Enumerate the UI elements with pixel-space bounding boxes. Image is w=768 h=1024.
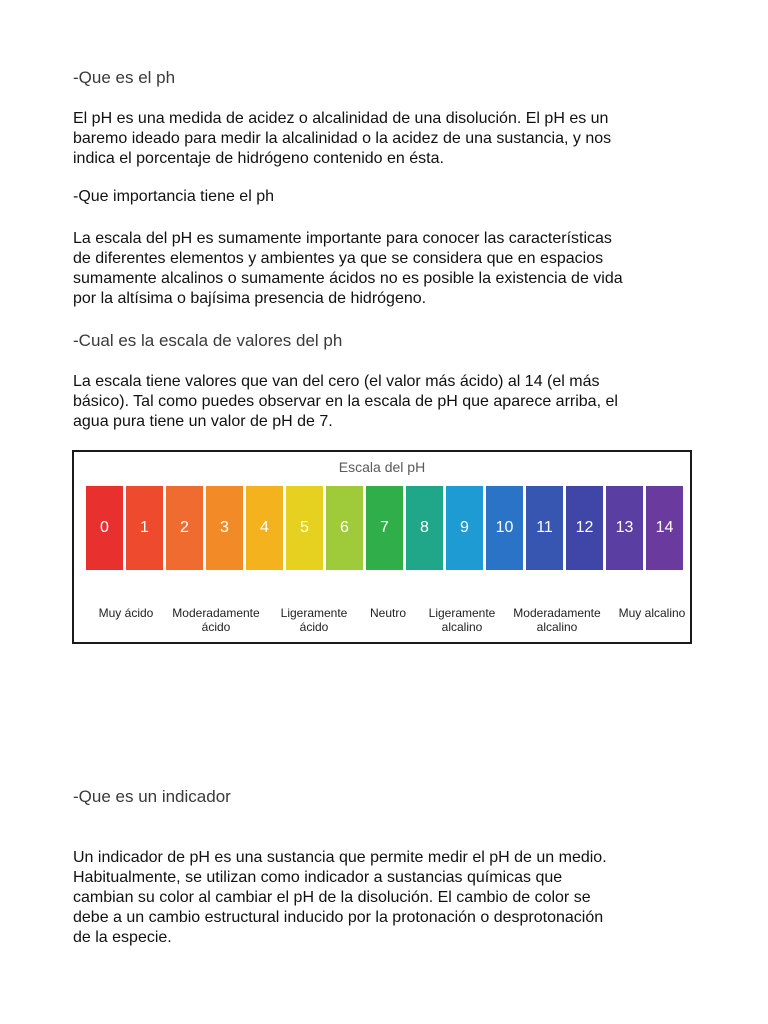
ph-category-line: ácido	[299, 620, 329, 634]
ph-category-line: Muy ácido	[98, 606, 154, 620]
text-line: El pH es una medida de acidez o alcalinidad de una disolución. El pH es un	[73, 110, 609, 127]
ph-bar-11: 11	[526, 486, 563, 570]
ph-bar-4: 4	[246, 486, 283, 570]
ph-category-label	[612, 606, 692, 620]
text-line: La escala del pH es sumamente importante para conocer las características	[73, 230, 612, 247]
ph-bar-12: 12	[566, 486, 603, 570]
section-heading-que-es-el-ph: -Que es el ph	[73, 68, 176, 87]
text-line: de la especie.	[73, 929, 172, 946]
ph-bar-13: 13	[606, 486, 643, 570]
ph-category-line: Muy alcalino	[618, 606, 686, 620]
text-line: indica el porcentaje de hidrógeno contenido en ésta.	[73, 150, 444, 167]
ph-category-line: Neutro	[369, 606, 407, 620]
ph-category-line: Moderadamente	[172, 606, 260, 620]
ph-category-line: alcalino	[536, 620, 578, 634]
text-line: Habitualmente, se utilizan como indicador a sustancias químicas que	[73, 869, 563, 886]
ph-category-label	[505, 606, 609, 634]
ph-bar-7: 7	[366, 486, 403, 570]
ph-category-line: Ligeramente	[428, 606, 496, 620]
ph-bar-14: 14	[646, 486, 683, 570]
ph-category-line: alcalino	[441, 620, 483, 634]
ph-bar-6: 6	[326, 486, 363, 570]
paragraph-importancia	[73, 229, 713, 309]
ph-scale-figure	[72, 450, 692, 644]
paragraph-indicador	[73, 848, 713, 948]
ph-bar-9: 9	[446, 486, 483, 570]
text-line: agua pura tiene un valor de pH de 7.	[73, 413, 333, 430]
text-line: La escala tiene valores que van del cero (el valor más ácido) al 14 (el más	[73, 373, 600, 390]
text-line: baremo ideado para medir la alcalinidad o la acidez de una sustancia, y nos	[73, 130, 612, 147]
ph-category-label	[363, 606, 413, 620]
ph-category-label	[86, 606, 166, 620]
text-line: debe a un cambio estructural inducido por la protonación o desprotonación	[73, 909, 604, 926]
ph-bar-2: 2	[166, 486, 203, 570]
ph-category-line: ácido	[201, 620, 231, 634]
ph-bar-3: 3	[206, 486, 243, 570]
paragraph-que-es-el-ph	[73, 109, 713, 169]
ph-category-line: Ligeramente	[280, 606, 348, 620]
ph-scale-bars	[86, 486, 686, 570]
ph-bar-1: 1	[126, 486, 163, 570]
ph-bar-8: 8	[406, 486, 443, 570]
paragraph-escala	[73, 372, 713, 432]
text-line: por la altísima o bajísima presencia de hidrógeno.	[73, 290, 427, 307]
text-line: sumamente alcalinos o sumamente ácidos no es posible la existencia de vida	[73, 270, 623, 287]
ph-category-label	[272, 606, 356, 634]
ph-bar-5: 5	[286, 486, 323, 570]
section-heading-importancia: -Que importancia tiene el ph	[73, 188, 274, 205]
text-line: de diferentes elementos y ambientes ya que se considera que en espacios	[73, 250, 604, 267]
ph-scale-title: Escala del pH	[338, 459, 426, 475]
ph-category-line: Moderadamente	[513, 606, 601, 620]
text-line: Un indicador de pH es una sustancia que permite medir el pH de un medio.	[73, 849, 607, 866]
text-line: cambian su color al cambiar el pH de la disolución. El cambio de color se	[73, 889, 591, 906]
section-heading-escala: -Cual es la escala de valores del ph	[73, 331, 343, 350]
ph-category-label	[420, 606, 504, 634]
text-line: básico). Tal como puedes observar en la escala de pH que aparece arriba, el	[73, 393, 618, 410]
ph-bar-10: 10	[486, 486, 523, 570]
section-heading-indicador: -Que es un indicador	[73, 787, 231, 806]
ph-category-label	[164, 606, 268, 634]
ph-bar-0: 0	[86, 486, 123, 570]
